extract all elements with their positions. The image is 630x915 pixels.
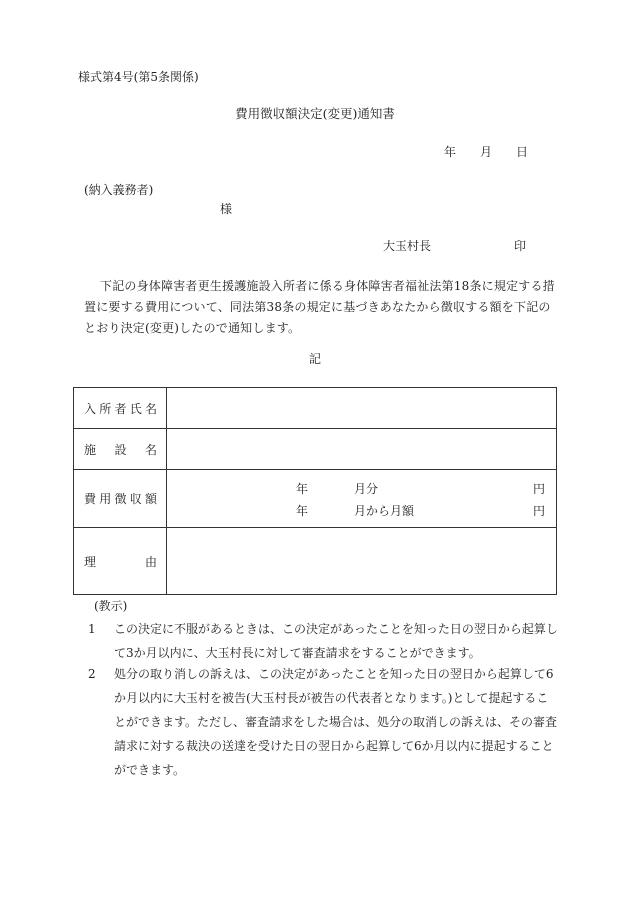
table-row-facility bbox=[74, 429, 557, 470]
table-row-resident bbox=[74, 388, 557, 429]
reason-value[interactable] bbox=[167, 528, 557, 595]
fee-line1-year: 年 bbox=[296, 481, 309, 496]
payer-label: (納入義務者) bbox=[84, 183, 154, 197]
fee-line2-year: 年 bbox=[296, 503, 309, 518]
fee-value[interactable] bbox=[167, 470, 557, 528]
notice-text: この決定に不服があるときは、この決定があったことを知った日の翌日から起算して3か月以内に、大玉村長に対して審査請求をすることができます。 bbox=[114, 622, 558, 660]
notice-number: 2 bbox=[88, 667, 96, 681]
facility-label: 施 設 名 bbox=[84, 442, 157, 457]
date-day: 日 bbox=[516, 145, 529, 159]
fee-line1-month: 月分 bbox=[354, 481, 379, 496]
seal-mark: 印 bbox=[514, 239, 527, 253]
intro-paragraph: 下記の身体障害者更生援護施設入所者に係る身体障害者福祉法第18条に規定する措置に要する費用について、同法第38条の規定に基づきあなたから徴収する額を下記のとおり決定(変更)したので通知します。 bbox=[84, 279, 555, 335]
notice-item-2 bbox=[88, 662, 558, 782]
reason-label-cell bbox=[74, 528, 167, 595]
fee-line2-month: 月から月額 bbox=[354, 503, 415, 518]
instruction-label: (教示) bbox=[94, 599, 128, 613]
document-title: 費用徴収額決定(変更)通知書 bbox=[235, 106, 395, 121]
resident-label: 入 所 者 氏 名 bbox=[84, 401, 157, 416]
resident-label-cell bbox=[74, 388, 167, 429]
notice-text: 処分の取り消しの訴えは、この決定があったことを知った日の翌日から起算して6か月以内に大玉村を被告(大玉村長が被告の代表者となります。)として提起することができます。ただし、審査請求をした場合は、処分の取消しの訴えは、その審査請求に対する裁決の送達を受けた日の翌日から起算して6か月以内に提起することができます。 bbox=[114, 667, 558, 777]
reason-label: 理 由 bbox=[84, 554, 157, 569]
facility-label-cell bbox=[74, 429, 167, 470]
issuer-name: 大玉村長 bbox=[383, 239, 432, 253]
fee-label: 費 用 徴 収 額 bbox=[84, 492, 157, 506]
fee-label-cell bbox=[74, 470, 167, 528]
notice-number: 1 bbox=[88, 622, 96, 636]
date-year: 年 bbox=[444, 145, 457, 159]
resident-value[interactable] bbox=[167, 388, 557, 429]
facility-value[interactable] bbox=[167, 429, 557, 470]
notice-item-1 bbox=[88, 617, 558, 665]
form-number: 様式第4号(第5条関係) bbox=[78, 70, 199, 84]
ki-heading: 記 bbox=[308, 352, 321, 366]
table-row-reason bbox=[74, 528, 557, 595]
date-month: 月 bbox=[480, 145, 493, 159]
details-table bbox=[73, 387, 557, 595]
table-row-fee bbox=[74, 470, 557, 528]
honorific: 様 bbox=[220, 202, 233, 216]
fee-line2-unit: 円 bbox=[533, 503, 546, 518]
fee-line1-unit: 円 bbox=[533, 481, 546, 496]
